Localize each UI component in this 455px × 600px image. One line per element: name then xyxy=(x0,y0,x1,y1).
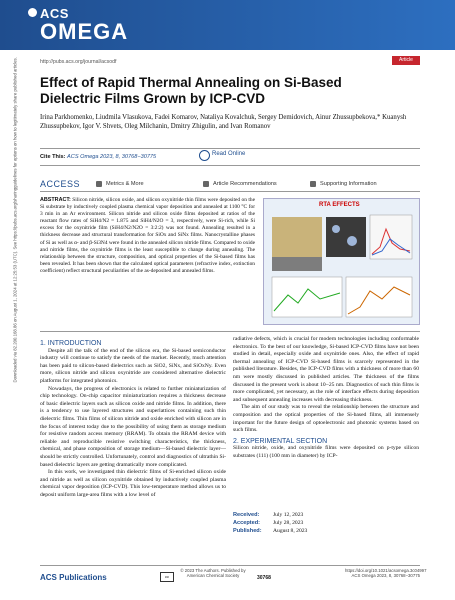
acs-publications-logo: ACS Publications xyxy=(40,573,107,582)
intro-paragraph: radiative defects, which is crucial for modern technologies including conformable electronics. To the best of our knowledge, Si-based ICP-CVD films have not been studied in detail, especially oxide and oxynitride ones. Also, the effect of rapid thermal annealing of ICP-CVD Si-based films is scarcely represented in the published literature. Besides, the ICP-CVD films with a thickness of more than 60 nm were mostly discussed in published articles. The thickness of the films discussed in the present work is about 10−25 nm. Diagnostics of such thin films is more complicated, yet necessary, as the role of interface effects during deposition and subsequent annealing increases with decreasing thickness. xyxy=(233,336,419,403)
supporting-info-icon[interactable] xyxy=(310,181,316,187)
divider xyxy=(40,165,420,166)
abstract-text: Silicon nitride, silicon oxide, and silicon oxynitride thin films were deposited on the Si substrate by inductively coupled plasma chemical vapor deposition and annealed at 1100 °C for 3 min in an Ar environment. Silicon nitride and silicon oxide films deposited at ratios of the reactant flow rates of SiH4/N2 = 1.875 and SiH4/N2O = 3, respectively, were Si-rich, while Si excess for the oxynitride film (SiH4/N2/N2O = 3:2:2) was not found. Annealing resulted in a thickness decrease and structural transformation for SiOx and SiNx films. Nanocrystalline phases of Si as well as α- and β-Si3N4 were found in the annealed silicon nitride films. Compared to oxide and nitride films, the oxynitride films is the least susceptible to change during annealing. The relationship between the structure, composition, and optical properties of the Si-based films has been revealed. It has been shown that the calculated optical parameters (refractive index, extinction coefficient) reflect structural peculiarities of the as-deposited and annealed films. xyxy=(40,197,255,274)
intro-paragraph: In this work, we investigated thin dielectric films of Si-enriched silicon oxide and nitride as well as silicon oxynitride obtained by inductively coupled plasma chemical vapor deposition (ICP-CVD). This low-temperature method allows us to deposit uniform large-area films with a low level of xyxy=(40,469,226,498)
read-online-icon[interactable] xyxy=(199,150,210,161)
acs-logo-icon xyxy=(28,8,37,17)
read-online-button[interactable]: Read Online xyxy=(212,151,246,157)
graphical-abstract-label: RTA EFFECTS xyxy=(319,202,360,208)
cite-label: Cite This: xyxy=(40,154,66,160)
article-type-badge: Article xyxy=(392,56,420,65)
divider xyxy=(40,331,420,332)
graphical-abstract xyxy=(263,198,420,325)
open-access-license-icon: cc xyxy=(160,572,174,582)
intro-column xyxy=(40,340,226,499)
journal-url-link[interactable]: http://pubs.acs.org/journal/acsodf xyxy=(40,59,117,65)
abstract xyxy=(40,197,255,275)
cite-text[interactable]: ACS Omega 2023, 8, 30768−30775 xyxy=(67,154,157,160)
abstract-label: ABSTRACT: xyxy=(40,197,71,203)
published-label: Published: xyxy=(233,528,262,534)
omega-logo-text: OMEGA xyxy=(40,19,129,44)
graphical-abstract-image xyxy=(264,199,419,324)
article-title: Effect of Rapid Thermal Annealing on Si-Based Dielectric Films Grown by ICP-CVD xyxy=(40,75,342,106)
footer-citation xyxy=(345,568,427,578)
acs-logo-text: ACS xyxy=(40,6,69,21)
experimental-heading: 2. EXPERIMENTAL SECTION xyxy=(233,437,328,445)
received-label: Received: xyxy=(233,512,260,518)
divider xyxy=(40,148,420,149)
page-number: 30768 xyxy=(257,575,271,581)
supporting-info-link[interactable]: Supporting Information xyxy=(320,181,377,187)
footer-divider xyxy=(40,565,420,566)
journal-citation: ACS Omega 2023, 8, 30768−30775 xyxy=(351,573,420,578)
publication-dates xyxy=(233,511,419,535)
access-label: ACCESS xyxy=(40,179,81,189)
published-date: August 8, 2023 xyxy=(273,528,308,534)
copyright-notice: © 2023 The Authors. Published by American Chemical Society xyxy=(180,568,246,578)
citation-line xyxy=(40,154,156,160)
accepted-date: July 28, 2023 xyxy=(273,520,304,526)
divider xyxy=(40,191,420,192)
accepted-label: Accepted: xyxy=(233,520,261,526)
second-column xyxy=(233,336,419,461)
intro-paragraph: Nowadays, the progress of electronics is related to further miniaturization of chip technology. On-chip capacitor miniaturization requires a thickness decrease of basic dielectric layers such as silicon oxide and nitride films. In addition, there is a tendency to use layered structures and superlattices containing such thin dielectric films. Thin films of silicon nitride and oxide enriched with silicon are in the focus of interest today due to the possibility of using them as storage medium for resistive random access memory (RRAM). To obtain the RRAM device with reliable and reproducible resistive switching characteristics, the thickness, chemical, and phase composition of storage medium—Si-based dielectric layer—should be strictly controlled. Unfortunately, control and diagnostics of ultrathin Si-based dielectric layers are getting dramatically more complicated. xyxy=(40,385,226,468)
intro-paragraph: Despite all the talk of the end of the silicon era, the Si-based semiconductor industry will continue to satisfy the needs of the market. Recently, much attention has been paid to silicon-based dielectrics such as SiO2, SiNx, and SiOxNy. Even more, silicon nitride and silicon oxynitride are considered alternative dielectric platforms for integrated photonics. xyxy=(40,347,226,384)
recommendations-icon[interactable] xyxy=(203,181,209,187)
intro-heading: 1. INTRODUCTION xyxy=(40,340,102,347)
received-date: July 12, 2023 xyxy=(273,512,304,518)
download-sidebar xyxy=(0,57,18,395)
experimental-paragraph: Silicon nitride, oxide, and oxynitride films were deposited on p-type silicon substrates (111) (100 mm in diameter) by ICP- xyxy=(233,445,419,459)
doi-link[interactable]: https://doi.org/10.1021/acsomega.3c04997 xyxy=(345,568,427,573)
download-notice: Downloaded via 82.200.168.86 on August 1, 2024 at 12:25:53 (UTC). See https://pubs.acs.org/sharingguidelines for options on how to legitimately share published articles. xyxy=(12,57,18,383)
metrics-link[interactable]: Metrics & More xyxy=(106,181,144,187)
metrics-icon[interactable] xyxy=(96,181,102,187)
recommendations-link[interactable]: Article Recommendations xyxy=(213,181,277,187)
intro-paragraph: The aim of our study was to reveal the relationship between the structure and composition and the optical properties of the Si-based films, all immensely important for the future design of optoelectronic and photonic systems based on such films. xyxy=(233,404,419,434)
author-list: Irina Parkhomenko, Liudmila Vlasukova, Fadei Komarov, Nataliya Kovalchuk, Sergey Demidovich, Ainur Zhussupbekova,* Kuanysh Zhussupbekov, Igor V. Shvets, Oleg Milchanin, Dmitry Zhigulin, and Ivan Romanov xyxy=(40,114,407,130)
